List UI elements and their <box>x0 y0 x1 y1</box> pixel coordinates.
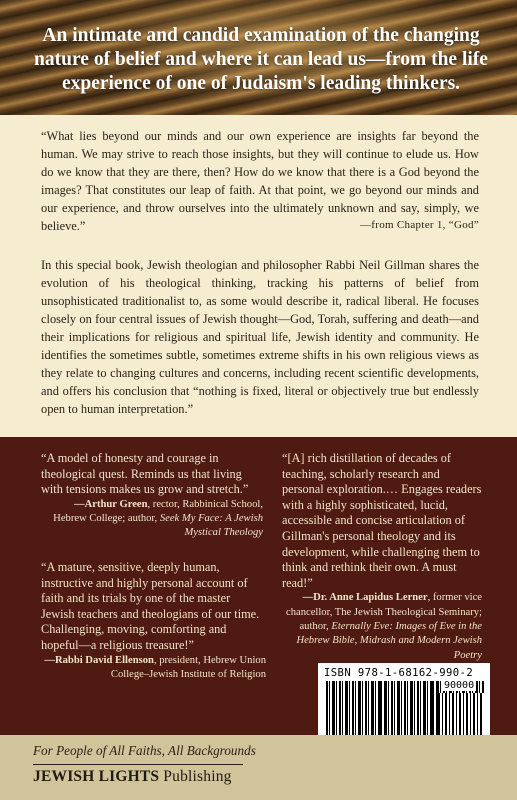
isbn-label: ISBN 978-1-68162-990-2 <box>324 667 474 679</box>
endorsement-attribution <box>282 591 482 662</box>
excerpt-attribution: —from Chapter 1, “God” <box>359 219 479 231</box>
endorser-work: Seek My Face: A Jewish Mystical Theology <box>159 513 263 539</box>
endorsement-text: “[A] rich distillation of decades of teaching, scholarly research and personal exploration.… Engages readers with a highly sophisticated, lucid, accessible and concise articulation of Gillman's personal theology and its development, while challenging them to think and rethink their own. A must read!” <box>282 451 482 590</box>
endorsement-1 <box>41 451 263 541</box>
header-band <box>0 0 517 115</box>
publisher-footer <box>0 735 517 800</box>
endorsement-text: “A mature, sensitive, deeply human, instructive and highly personal account of faith and its trials by one of the master Jewish teachers and theologians of our time. Challenging, moving, comforting and hopeful—a religious treasure!” <box>41 560 260 652</box>
endorsement-text: “A model of honesty and courage in theological quest. Reminds us that living with tensions makes us grow and stretch.” <box>41 451 249 497</box>
endorsement-attribution <box>41 654 266 683</box>
footer-tagline: For People of All Faiths, All Backgrounds <box>33 743 256 758</box>
book-description: In this special book, Jewish theologian and philosopher Rabbi Neil Gillman shares the evolution of his theological thinking, tracking his patterns of belief from unsophisticated traditionalist to, as some would describe it, radical liberal. He focuses closely on four central issues of Jewish thought—God, Torah, suffering and death—and their implications for religious and spiritual life, Jewish identity and community. He identifies the sometimes subtle, sometimes extreme shifts in his own religious views as they relate to changing cultures and concerns, including recent scientific developments, and offers his conclusion that “nothing is fixed, literal or objectively true but endlessly open to human interpretation.” <box>41 258 479 416</box>
endorser-work: Eternally Eve: Images of Eve in the Hebrew Bible, Midrash and Modern Jewish Poetry <box>296 620 482 661</box>
publisher-name: JEWISH LIGHTS <box>33 768 160 785</box>
endorser-name: —Arthur Green <box>74 498 148 510</box>
price-code: 90000 <box>444 680 475 691</box>
endorsement-attribution <box>41 498 263 541</box>
footer-divider <box>33 764 243 765</box>
endorser-role: , former vice chancellor, The Jewish Theological Seminary; author, <box>286 592 482 632</box>
endorser-name: —Dr. Anne Lapidus Lerner <box>302 592 428 604</box>
endorser-role: , rector, Rabbinical School, Hebrew College; author, <box>53 498 263 525</box>
excerpt-quote: “What lies beyond our minds and our own experience are insights far beyond the human. We may strive to reach those insights, but they will continue to elude us. How do we know that they are there, then? How do we know that there is a God beyond the images? That constitutes our leap of faith. At that point, we go beyond our minds and our experience, and throw ourselves into the ultimately unknown and say, simply, we believe.” <box>41 129 479 233</box>
endorsement-3 <box>282 451 482 663</box>
endorser-name: —Rabbi David Ellenson <box>44 654 154 666</box>
endorsement-2 <box>41 560 266 682</box>
endorser-role: , president, Hebrew Union College–Jewish Institute of Religion <box>110 654 266 680</box>
description-panel <box>0 115 517 437</box>
publisher-logo <box>33 768 232 786</box>
publisher-suffix: Publishing <box>159 768 232 785</box>
header-tagline: An intimate and candid examination of the changing nature of belief and where it can lead us—from the life experience of one of Judaism's leading thinkers. <box>34 25 488 94</box>
